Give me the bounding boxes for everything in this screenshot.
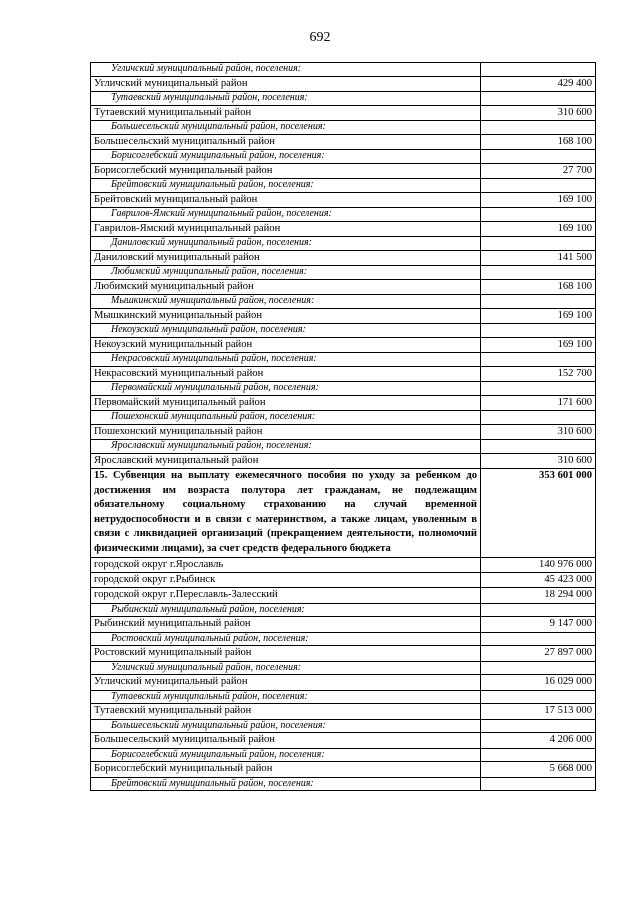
row-name: Ярославский муниципальный район, поселения: bbox=[91, 440, 481, 454]
row-amount: 141 500 bbox=[481, 250, 596, 265]
row-name: Пошехонский муниципальный район bbox=[91, 424, 481, 439]
row-name: Первомайский муниципальный район bbox=[91, 395, 481, 410]
section-header-row bbox=[91, 469, 596, 558]
settlements-subheader-row bbox=[91, 411, 596, 425]
row-name: Рыбинский муниципальный район bbox=[91, 617, 481, 632]
budget-table-body bbox=[91, 63, 596, 791]
table-row bbox=[91, 617, 596, 632]
row-name: Тутаевский муниципальный район bbox=[91, 105, 481, 120]
row-name: Даниловский муниципальный район bbox=[91, 250, 481, 265]
row-name: Гаврилов-Ямский муниципальный район bbox=[91, 221, 481, 236]
row-amount: 169 100 bbox=[481, 308, 596, 323]
row-name: Тутаевский муниципальный район bbox=[91, 704, 481, 719]
row-name: Любимский муниципальный район, поселения: bbox=[91, 266, 481, 280]
row-name: Угличский муниципальный район, поселения: bbox=[91, 661, 481, 675]
row-name: Некрасовский муниципальный район bbox=[91, 366, 481, 381]
row-name: городской округ г.Рыбинск bbox=[91, 572, 481, 587]
row-amount bbox=[481, 63, 596, 77]
row-amount: 140 976 000 bbox=[481, 557, 596, 572]
row-name: Большесельский муниципальный район bbox=[91, 134, 481, 149]
settlements-subheader-row bbox=[91, 777, 596, 791]
row-amount: 16 029 000 bbox=[481, 675, 596, 690]
table-row bbox=[91, 308, 596, 323]
row-amount bbox=[481, 382, 596, 396]
settlements-subheader-row bbox=[91, 266, 596, 280]
settlements-subheader-row bbox=[91, 661, 596, 675]
settlements-subheader-row bbox=[91, 237, 596, 251]
row-amount bbox=[481, 748, 596, 762]
row-name: Борисоглебский муниципальный район, поселения: bbox=[91, 748, 481, 762]
table-row bbox=[91, 588, 596, 603]
row-amount bbox=[481, 411, 596, 425]
row-amount bbox=[481, 632, 596, 646]
row-amount bbox=[481, 690, 596, 704]
table-row bbox=[91, 704, 596, 719]
table-row bbox=[91, 134, 596, 149]
row-amount: 429 400 bbox=[481, 76, 596, 91]
settlements-subheader-row bbox=[91, 440, 596, 454]
row-amount: 45 423 000 bbox=[481, 572, 596, 587]
settlements-subheader-row bbox=[91, 295, 596, 309]
table-row bbox=[91, 337, 596, 352]
table-row bbox=[91, 424, 596, 439]
row-amount: 4 206 000 bbox=[481, 733, 596, 748]
row-name: городской округ г.Переславль-Залесский bbox=[91, 588, 481, 603]
row-amount bbox=[481, 295, 596, 309]
row-amount: 169 100 bbox=[481, 221, 596, 236]
table-row bbox=[91, 76, 596, 91]
table-row bbox=[91, 646, 596, 661]
table-row bbox=[91, 395, 596, 410]
row-name: Борисоглебский муниципальный район bbox=[91, 762, 481, 777]
row-name: 15. Субвенция на выплату ежемесячного пособия по уходу за ребенком до достижения им возраста полутора лет гражданам, не подлежащим обязательному социальному страхованию на случай временной нетрудоспособности и в связи с материнством, а также лицам, уволенным в связи с ликвидацией организаций (прекращением деятельности, полномочий физическими лицами), за счет средств федерального бюджета bbox=[91, 469, 481, 558]
row-name: Большесельский муниципальный район, поселения: bbox=[91, 121, 481, 135]
table-row bbox=[91, 453, 596, 468]
row-amount bbox=[481, 353, 596, 367]
row-name: Даниловский муниципальный район, поселения: bbox=[91, 237, 481, 251]
row-amount: 17 513 000 bbox=[481, 704, 596, 719]
row-name: Борисоглебский муниципальный район, поселения: bbox=[91, 150, 481, 164]
table-row bbox=[91, 221, 596, 236]
row-amount bbox=[481, 179, 596, 193]
row-name: Борисоглебский муниципальный район bbox=[91, 163, 481, 178]
settlements-subheader-row bbox=[91, 353, 596, 367]
settlements-subheader-row bbox=[91, 382, 596, 396]
row-name: Рыбинский муниципальный район, поселения: bbox=[91, 603, 481, 617]
table-row bbox=[91, 675, 596, 690]
settlements-subheader-row bbox=[91, 719, 596, 733]
table-row bbox=[91, 250, 596, 265]
budget-table bbox=[90, 62, 596, 791]
row-amount: 27 700 bbox=[481, 163, 596, 178]
row-amount: 310 600 bbox=[481, 424, 596, 439]
row-name: Большесельский муниципальный район, поселения: bbox=[91, 719, 481, 733]
row-name: Некоузский муниципальный район, поселения: bbox=[91, 324, 481, 338]
settlements-subheader-row bbox=[91, 150, 596, 164]
settlements-subheader-row bbox=[91, 63, 596, 77]
table-row bbox=[91, 733, 596, 748]
settlements-subheader-row bbox=[91, 690, 596, 704]
table-row bbox=[91, 192, 596, 207]
settlements-subheader-row bbox=[91, 603, 596, 617]
table-row bbox=[91, 762, 596, 777]
page-number: 692 bbox=[309, 30, 331, 45]
row-name: Ярославский муниципальный район bbox=[91, 453, 481, 468]
row-amount: 152 700 bbox=[481, 366, 596, 381]
row-amount: 9 147 000 bbox=[481, 617, 596, 632]
table-row bbox=[91, 105, 596, 120]
settlements-subheader-row bbox=[91, 748, 596, 762]
row-name: Гаврилов-Ямский муниципальный район, поселения: bbox=[91, 208, 481, 222]
row-amount bbox=[481, 150, 596, 164]
row-amount: 5 668 000 bbox=[481, 762, 596, 777]
row-amount bbox=[481, 92, 596, 106]
row-amount bbox=[481, 603, 596, 617]
row-name: Брейтовский муниципальный район, поселения: bbox=[91, 777, 481, 791]
row-name: Большесельский муниципальный район bbox=[91, 733, 481, 748]
row-amount bbox=[481, 324, 596, 338]
row-amount: 353 601 000 bbox=[481, 469, 596, 558]
table-row bbox=[91, 366, 596, 381]
row-name: Первомайский муниципальный район, поселения: bbox=[91, 382, 481, 396]
row-amount bbox=[481, 266, 596, 280]
row-name: Мышкинский муниципальный район, поселения: bbox=[91, 295, 481, 309]
row-amount: 310 600 bbox=[481, 105, 596, 120]
row-amount: 27 897 000 bbox=[481, 646, 596, 661]
row-amount: 18 294 000 bbox=[481, 588, 596, 603]
row-name: Брейтовский муниципальный район bbox=[91, 192, 481, 207]
row-amount bbox=[481, 777, 596, 791]
table-row bbox=[91, 279, 596, 294]
row-name: Угличский муниципальный район, поселения: bbox=[91, 63, 481, 77]
table-row bbox=[91, 557, 596, 572]
row-name: Некоузский муниципальный район bbox=[91, 337, 481, 352]
row-amount bbox=[481, 237, 596, 251]
row-amount bbox=[481, 208, 596, 222]
row-name: Угличский муниципальный район bbox=[91, 76, 481, 91]
row-amount: 169 100 bbox=[481, 337, 596, 352]
row-name: Ростовский муниципальный район, поселения: bbox=[91, 632, 481, 646]
row-name: Мышкинский муниципальный район bbox=[91, 308, 481, 323]
row-amount: 168 100 bbox=[481, 279, 596, 294]
row-name: Брейтовский муниципальный район, поселения: bbox=[91, 179, 481, 193]
row-name: Тутаевский муниципальный район, поселения: bbox=[91, 92, 481, 106]
row-amount: 171 600 bbox=[481, 395, 596, 410]
row-name: Тутаевский муниципальный район, поселения: bbox=[91, 690, 481, 704]
settlements-subheader-row bbox=[91, 179, 596, 193]
settlements-subheader-row bbox=[91, 324, 596, 338]
settlements-subheader-row bbox=[91, 92, 596, 106]
row-name: Пошехонский муниципальный район, поселения: bbox=[91, 411, 481, 425]
row-amount bbox=[481, 719, 596, 733]
row-amount bbox=[481, 121, 596, 135]
settlements-subheader-row bbox=[91, 208, 596, 222]
row-name: Угличский муниципальный район bbox=[91, 675, 481, 690]
settlements-subheader-row bbox=[91, 121, 596, 135]
row-amount: 169 100 bbox=[481, 192, 596, 207]
row-name: Ростовский муниципальный район bbox=[91, 646, 481, 661]
table-row bbox=[91, 572, 596, 587]
settlements-subheader-row bbox=[91, 632, 596, 646]
table-row bbox=[91, 163, 596, 178]
row-amount: 168 100 bbox=[481, 134, 596, 149]
row-name: городской округ г.Ярославль bbox=[91, 557, 481, 572]
row-name: Некрасовский муниципальный район, поселения: bbox=[91, 353, 481, 367]
row-amount bbox=[481, 440, 596, 454]
row-amount bbox=[481, 661, 596, 675]
row-name: Любимский муниципальный район bbox=[91, 279, 481, 294]
row-amount: 310 600 bbox=[481, 453, 596, 468]
